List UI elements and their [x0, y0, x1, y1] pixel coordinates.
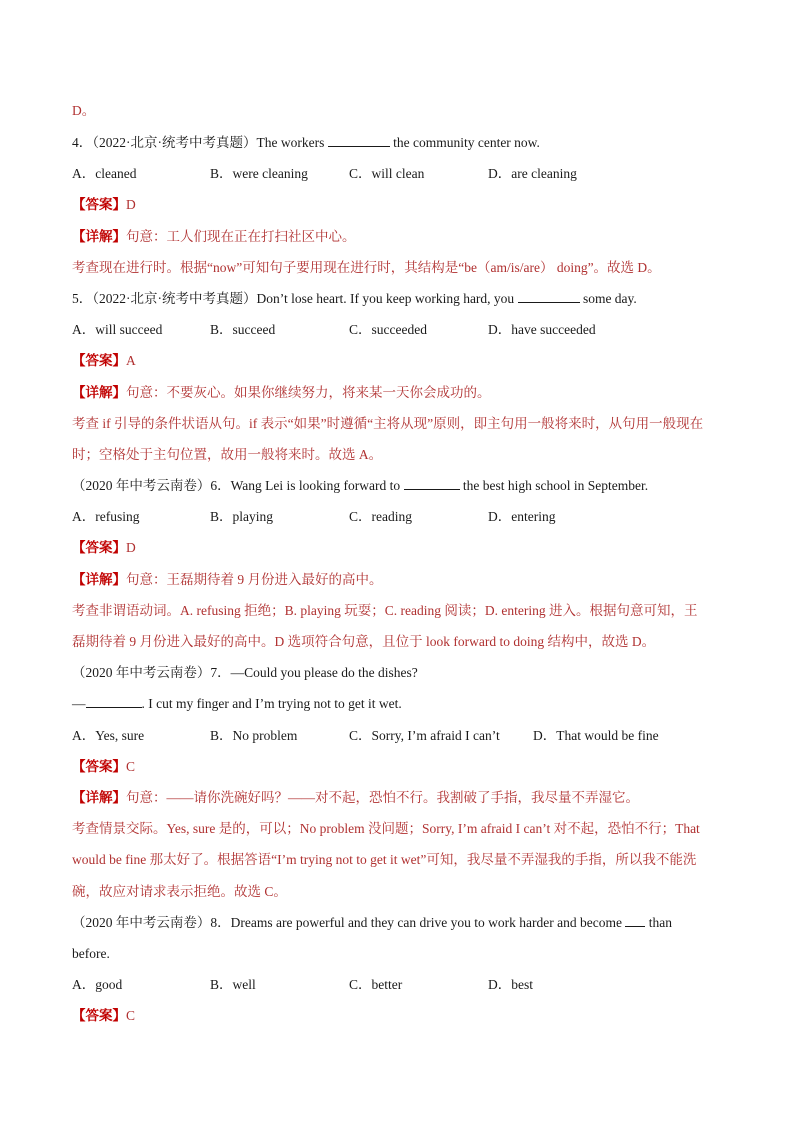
q8-option-d: D．best	[488, 977, 533, 992]
answer-value: C	[126, 759, 136, 774]
q5-option-b: B．succeed	[210, 322, 276, 337]
q5-option-d: D．have succeeded	[488, 322, 596, 337]
q7-detail	[72, 788, 639, 808]
detail-tag: 【详解】	[72, 572, 126, 587]
q7-option-c: C．Sorry, I’m afraid I can’t	[349, 728, 500, 743]
q5-prefix: 5．（2022·北京·统考中考真题）Don’t lose heart. If you keep working hard, you	[72, 291, 515, 306]
q5-answer	[72, 351, 136, 371]
q4-options	[0, 164, 794, 184]
q4-option-d: D．are cleaning	[488, 166, 577, 181]
q5-analysis-1: 考查 if 引导的条件状语从句。if 表示“如果”时遵循“主将从现”原则，即主句用一般将来时，从句用一般现在	[72, 416, 704, 431]
q7-options	[0, 726, 794, 746]
q5-suffix: some day.	[582, 291, 637, 306]
q8-prefix: （2020 年中考云南卷）8．Dreams are powerful and they can drive you to work harder and become	[72, 915, 622, 930]
answer-value: D	[126, 540, 136, 555]
q8-suffix: than	[648, 915, 672, 930]
q4-suffix: the community center now.	[393, 135, 540, 150]
q4-option-a: A．cleaned	[72, 166, 137, 181]
q6-analysis-1: 考查非谓语动词。A. refusing 拒绝；B. playing 玩耍；C. reading 阅读；D. entering 进入。根据句意可知，王	[72, 603, 698, 618]
answer-value: D	[126, 197, 136, 212]
q4-option-b: B．were cleaning	[210, 166, 308, 181]
q4-answer	[72, 195, 136, 215]
q6-analysis-2: 磊期待着 9 月份进入最好的高中。D 选项符合句意，且位于 look forward to doing 结构中，故选 D。	[72, 634, 656, 649]
answer-tag: 【答案】	[72, 759, 126, 774]
q7-option-a: A．Yes, sure	[72, 728, 145, 743]
q7-answer	[72, 757, 135, 777]
q4-detail	[72, 227, 356, 247]
q4-analysis: 考查现在进行时。根据“now”可知句子要用现在进行时，其结构是“be（am/is/are） doing”。故选 D。	[72, 260, 661, 275]
q4-blank	[328, 134, 390, 147]
detail-tag: 【详解】	[72, 385, 126, 400]
answer-tag: 【答案】	[72, 1008, 126, 1023]
q6-options	[0, 507, 794, 527]
answer-tag: 【答案】	[72, 353, 126, 368]
q3-answer-tail: D。	[72, 103, 96, 118]
q6-detail	[72, 570, 383, 590]
q8-option-a: A．good	[72, 977, 123, 992]
q5-option-c: C．succeeded	[349, 322, 427, 337]
q7-analysis-3: 碗，故应对请求表示拒绝。故选 C。	[72, 884, 287, 899]
q8-options	[0, 975, 794, 995]
q7-reply-line	[72, 694, 402, 714]
detail-text: 句意：王磊期待着 9 月份进入最好的高中。	[126, 572, 383, 587]
q6-stem	[72, 476, 648, 496]
detail-tag: 【详解】	[72, 229, 126, 244]
q5-blank	[518, 290, 580, 303]
q6-option-d: D．entering	[488, 509, 556, 524]
q8-option-c: C．better	[349, 977, 403, 992]
q6-option-a: A．refusing	[72, 509, 140, 524]
answer-tag: 【答案】	[72, 540, 126, 555]
q6-blank	[404, 477, 460, 490]
q5-analysis-2: 时；空格处于主句位置，故用一般将来时。故选 A。	[72, 447, 383, 462]
q7-stem: （2020 年中考云南卷）7．—Could you please do the dishes?	[72, 665, 418, 680]
q7-analysis-1: 考查情景交际。Yes, sure 是的，可以；No problem 没问题；Sorry, I’m afraid I can’t 对不起，恐怕不行；That	[72, 821, 700, 836]
q5-detail	[72, 383, 491, 403]
q8-stem	[72, 913, 672, 933]
q7-option-d: D．That would be fine	[533, 728, 659, 743]
q8-option-b: B．well	[210, 977, 256, 992]
detail-text: 句意：不要灰心。如果你继续努力，将来某一天你会成功的。	[126, 385, 491, 400]
answer-tag: 【答案】	[72, 197, 126, 212]
q4-stem	[72, 133, 540, 153]
q7-blank	[86, 695, 142, 708]
q4-option-c: C．will clean	[349, 166, 425, 181]
q8-answer	[72, 1006, 135, 1026]
q7-analysis-2: would be fine 那太好了。根据答语“I’m trying not to get it wet”可知，我尽量不弄湿我的手指，所以我不能洗	[72, 852, 697, 867]
q7-dash: —	[72, 696, 86, 711]
q8-blank	[625, 914, 645, 927]
q6-option-b: B．playing	[210, 509, 273, 524]
q6-option-c: C．reading	[349, 509, 412, 524]
detail-text: 句意：工人们现在正在打扫社区中心。	[126, 229, 356, 244]
q6-answer	[72, 538, 136, 558]
answer-value: A	[126, 353, 136, 368]
q5-options	[0, 320, 794, 340]
q7-reply-text: . I cut my finger and I’m trying not to get it wet.	[141, 696, 402, 711]
q8-stem-continued: before.	[72, 946, 110, 961]
q7-option-b: B．No problem	[210, 728, 298, 743]
q5-stem	[72, 289, 637, 309]
answer-value: C	[126, 1008, 136, 1023]
detail-tag: 【详解】	[72, 790, 126, 805]
q4-prefix: 4．（2022·北京·统考中考真题）The workers	[72, 135, 325, 150]
q5-option-a: A．will succeed	[72, 322, 163, 337]
detail-text: 句意：——请你洗碗好吗？——对不起，恐怕不行。我割破了手指，我尽量不弄湿它。	[126, 790, 639, 805]
q6-suffix: the best high school in September.	[462, 478, 649, 493]
q6-prefix: （2020 年中考云南卷）6．Wang Lei is looking forward to	[72, 478, 401, 493]
